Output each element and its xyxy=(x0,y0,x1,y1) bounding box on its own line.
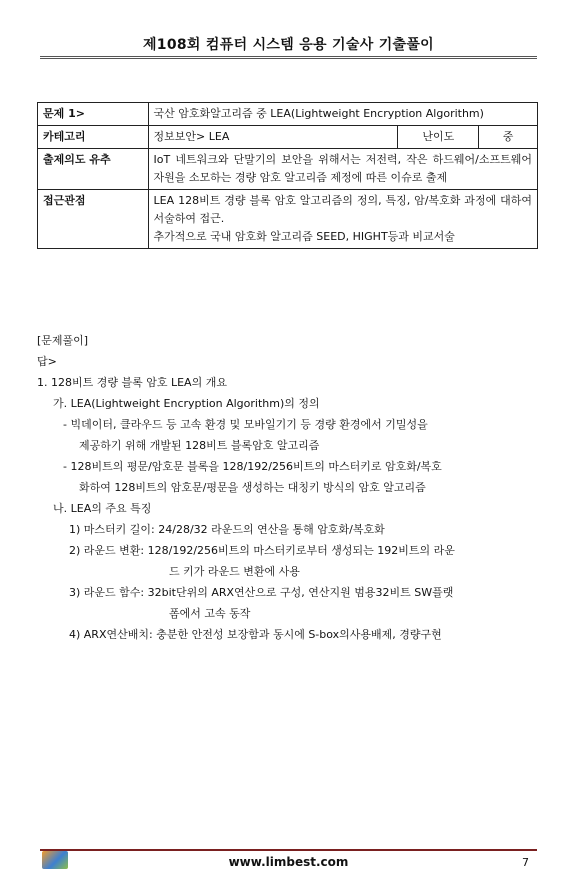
difficulty-value: 중 xyxy=(479,126,538,149)
answer-label: 답> xyxy=(37,355,57,368)
feature-4: 4) ARX연산배치: 충분한 안전성 보장함과 동시에 S-box의사용배제, 경량구현 xyxy=(69,628,442,641)
approach-label: 접근관점 xyxy=(38,190,149,249)
solution-body xyxy=(37,330,537,645)
approach-line-1: LEA 128비트 경량 블록 암호 알고리즘의 정의, 특징, 암/복호화 과정에 대하여 서술하여 접근. xyxy=(153,194,532,225)
category-label: 카테고리 xyxy=(38,126,149,149)
feature-2-line-1: 2) 라운드 변환: 128/192/256비트의 마스터키로부터 생성되는 192비트의 라운 xyxy=(69,544,455,557)
bullet-1-line-1: - 빅데이터, 클라우드 등 고속 환경 및 모바일기기 등 경량 환경에서 기밀성을 xyxy=(63,418,428,431)
bullet-2-line-1: - 128비트의 평문/암호문 블록을 128/192/256비트의 마스터키로 암호화/복호 xyxy=(63,460,442,473)
subsection-b-heading: 나. LEA의 주요 특징 xyxy=(53,502,152,515)
intent-text: IoT 네트워크와 단말기의 보안을 위해서는 저전력, 작은 하드웨어/소프트웨어 자원을 소모하는 경량 암호 알고리즘 제정에 따른 이슈로 출제 xyxy=(148,149,537,190)
question-label: 문제 1> xyxy=(38,103,149,126)
feature-3-line-2: 폼에서 고속 동작 xyxy=(169,607,251,620)
bullet-1-line-2: 제공하기 위해 개발된 128비트 블록암호 알고리즘 xyxy=(79,439,320,452)
feature-1: 1) 마스터키 길이: 24/28/32 라운드의 연산을 통해 암호화/복호화 xyxy=(69,523,385,536)
section-1-heading: 1. 128비트 경량 블록 암호 LEA의 개요 xyxy=(37,376,227,389)
header-divider xyxy=(40,56,537,59)
bullet-2-line-2: 화하여 128비트의 암호문/평문을 생성하는 대칭키 방식의 암호 알고리즘 xyxy=(79,481,426,494)
page-number: 7 xyxy=(522,856,529,869)
footer-url: www.limbest.com xyxy=(228,855,349,869)
question-text: 국산 암호화알고리즘 중 LEA(Lightweight Encryption Algorithm) xyxy=(148,103,537,126)
approach-cell xyxy=(148,190,537,249)
intent-label: 출제의도 유추 xyxy=(38,149,149,190)
category-row xyxy=(38,126,538,149)
feature-2-line-2: 드 키가 라운드 변환에 사용 xyxy=(169,565,300,578)
footer-divider xyxy=(40,849,537,851)
difficulty-label: 난이도 xyxy=(398,126,479,149)
category-value: 정보보안> LEA xyxy=(148,126,398,149)
solution-heading: [문제풀이] xyxy=(37,334,89,347)
page-title: 제108회 컴퓨터 시스템 응용 기술사 기출풀이 xyxy=(142,37,434,53)
approach-line-2: 추가적으로 국내 암호화 알고리즘 SEED, HIGHT등과 비교서술 xyxy=(153,230,455,243)
question-row xyxy=(38,103,538,126)
question-info-table xyxy=(37,102,538,249)
subsection-a-heading: 가. LEA(Lightweight Encryption Algorithm)의 정의 xyxy=(53,397,320,410)
intent-row xyxy=(38,149,538,190)
feature-3-line-1: 3) 라운드 함수: 32bit단위의 ARX연산으로 구성, 연산지원 범용32비트 SW플랫 xyxy=(69,586,454,599)
approach-row xyxy=(38,190,538,249)
